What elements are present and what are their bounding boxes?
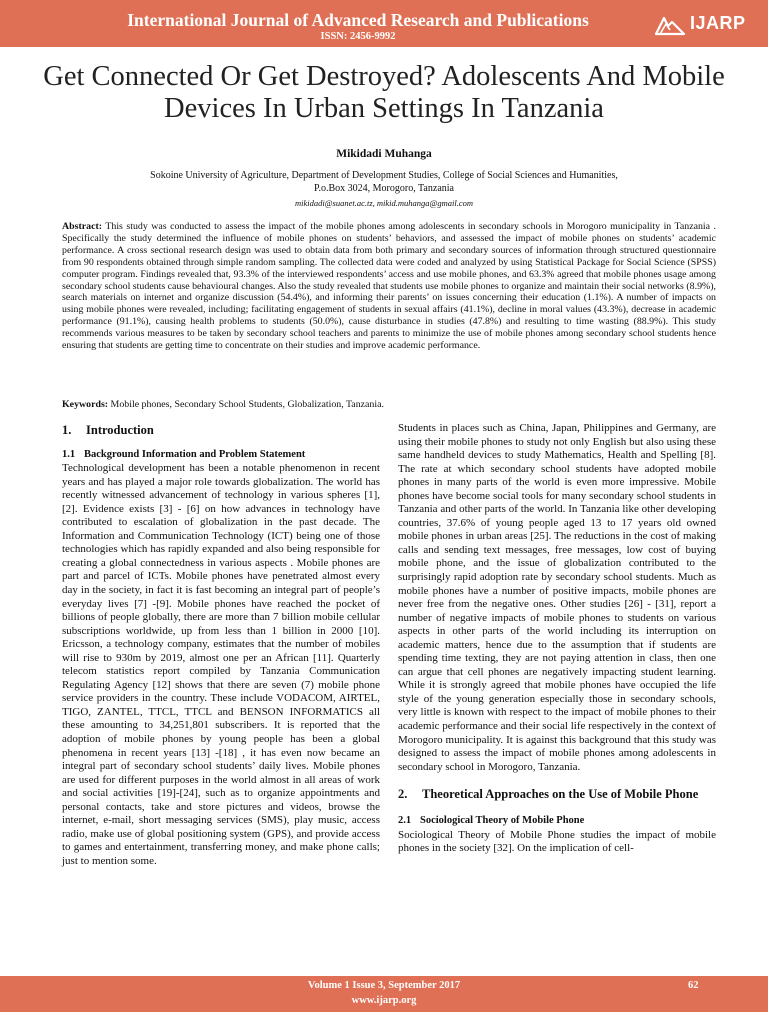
subsection-number: 1.1 [62, 448, 76, 460]
body-paragraph: Students in places such as China, Japan, Philippines and Germany, are using their mobile phones to study not only English but also using these same handheld devices to study Mathematics, Health and Spelling [8]. The rate at which secondary school students have adopted mobile phones in many parts of the world is even more impressive. Mobile phones have become social tools for many secondary school students in Tanzania and other parts of the world. In Tanzania like other developing countries, 37.6% of young people aged 13 to 17 years old owned mobile phones in urban areas [25]. The reductions in the cost of making calls and sending text messages, free messages, low cost of buying mobile phone, and the issue of globalization contributed to the surprisingly rapid adoption rate by secondary school students. Much as mobile phones have a number of positive impacts, mobile phones are never free from the negative ones. Other studies [26] - [31], report a number of negative impacts of mobile phones to students on various aspects in other parts of the world including its interruption on academic matters, hence due to the assumption that if students are spending time texting, they are not paying attention in class, then one can argue that cell phones are negatively impacting student learning. While it is strongly agreed that mobile phones have occupied the life style of the young generation especially those in secondary schools, very little is known with respect to the impact of mobile phones to their academic performance and their social life respectively in the context of Morogoro municipality. It is against this background that this study was designed to assess the impact of mobile phones among adolescents in secondary school in Morogoro, Tanzania. [398, 422, 716, 773]
journal-logo[interactable] [654, 13, 758, 39]
volume-info: Volume 1 Issue 3, September 2017 [307, 980, 461, 991]
abstract-label: Abstract: [62, 221, 103, 232]
journal-footer [0, 976, 768, 1012]
section-title: Theoretical Approaches on the Use of Mobile Phone [422, 787, 699, 802]
author-emails[interactable]: mikidadi@suanet.ac.tz, mikid.muhanga@gmail.com [294, 198, 474, 208]
section-number: 2. [398, 787, 408, 802]
abstract [62, 221, 716, 352]
keywords [62, 399, 716, 410]
subsection-title: Background Information and Problem Statement [84, 448, 306, 460]
subsection-heading-background [62, 448, 380, 462]
body-paragraph: Technological development has been a notable phenomenon in recent years and has played a major role towards globalization. The world has recently witnessed advancement of technology in various spheres [1], [2]. Evidence exists [3] - [6] on how advances in technology have contributed to escalation of globalization in the past decade. The Information and Communication Technology (ICT) being one of those technologies which has rapidly expanded and also being responsible for creating a global connectedness in various aspects . Mobile phones are part and parcel of ICTs. Mobile phones have penetrated almost every day in the society, in fact it is fast becoming an integral part of people’s everyday lives [7] -[9]. Mobile phones have reached the pocket of billions of people globally, there are more than 7 billion mobile cellular subscriptions worldwide, up from less than 1 billion in 2000 [10]. Ericsson, a technology company, estimates that the number of mobiles will rise to 930m by 2019, almost one per an African [11]. Quarterly telecom statistics report compiled by Tanzania Communication Regulating Agency [12] shows that there are seven (7) mobile phone service providers in the country. These include VODACOM, AIRTEL, TIGO, ZANTEL, TTCL, TTCL and BENSON INFORMATICS all these amounting to 34,251,801 subscribers. It is reported that the adoption of mobile phones by young people has been a global phenomena in recent years [13] -[18] , it has even now became an integral part of secondary school students’ daily lives. Mobile phones are used for different purposes in the world almost in all areas of work and social activities [19]-[24], such as to organize appointments and personal contacts, take and store pictures and videos, browse the internet, e-mail, short messaging services (SMS), play music, access radio, make use of global positioning system (GPS), and provide access to games and entertainment, transferring money, and make phone calls; just to mention some. [62, 462, 380, 867]
body-paragraph: Sociological Theory of Mobile Phone studies the impact of mobile phones in the society [32]. On the implication of cell- [398, 828, 716, 855]
right-column [398, 422, 716, 856]
affiliation-line-1: Sokoine University of Agriculture, Department of Development Studies, College of Social Sciences and Humanities, [150, 170, 618, 181]
journal-url[interactable]: www.ijarp.org [351, 995, 417, 1006]
section-number: 1. [62, 423, 72, 437]
subsection-number: 2.1 [398, 815, 412, 827]
logo-text: IJARP [690, 13, 746, 33]
author-name: Mikidadi Muhanga [336, 148, 432, 160]
journal-title: International Journal of Advanced Research and Publications [127, 10, 589, 30]
keywords-text: Mobile phones, Secondary School Students, Globalization, Tanzania. [110, 399, 384, 410]
affiliation-line-2: P.o.Box 3024, Morogoro, Tanzania [314, 182, 454, 194]
section-title: Introduction [86, 423, 154, 437]
section-heading-theory [398, 786, 716, 802]
journal-header [0, 0, 768, 47]
affiliation [80, 170, 688, 195]
keywords-label: Keywords: [62, 399, 109, 410]
section-heading-introduction [62, 424, 380, 438]
abstract-text: This study was conducted to assess the impact of the mobile phones among adolescents in secondary schools in Morogoro municipality in Tanzania . Specifically the study determined the influence of mobile phones on students’ behaviors, and assessed the impact of mobile phones on students’ academic performance. A cross sectional research design was used to obtain data from both primary and secondary sources of information through structured questionnaire from 90 respondents obtained through simple random sampling. The collected data were coded and analyzed by using Statistical Package for Social Science (SPSS) computer program. Findings revealed that, 93.3% of the interviewed respondents’ access and use mobile phones, and 63.3% agreed that mobile phones usage among secondary school students cause behavioural changes. Also the study revealed that students use mobile phones to organize and maintain their social networks (8.9%), search materials on internet and organize discussion (54.4%), and informing their parents’ on issues concerning their education (1.1%). A number of impacts on using mobile phones were revealed, including; facilitating engagement of students in sexual affairs (41.1%), decline in moral values (43.3%), decrease in academic performance (91.1%), causing health problems to students (50.0%), cause disturbance in studies (47.8%) and resulting to time wasting (88.9%). This study recommends various measures to be taken by secondary school teachers and parents to minimize the use of mobile phones among secondary school students hence ensuring that students are getting time to concentrate on their studies and improve academic performance. [62, 221, 716, 352]
subsection-heading-sociological [398, 814, 716, 828]
page-number: 62 [688, 980, 699, 991]
paper-title: Get Connected Or Get Destroyed? Adolescents And Mobile Devices In Urban Settings In Tanzania [43, 61, 725, 124]
left-column [62, 422, 380, 869]
ijarp-logo-icon [654, 14, 686, 36]
journal-issn: ISSN: 2456-9992 [320, 31, 396, 42]
subsection-title: Sociological Theory of Mobile Phone [420, 815, 585, 827]
